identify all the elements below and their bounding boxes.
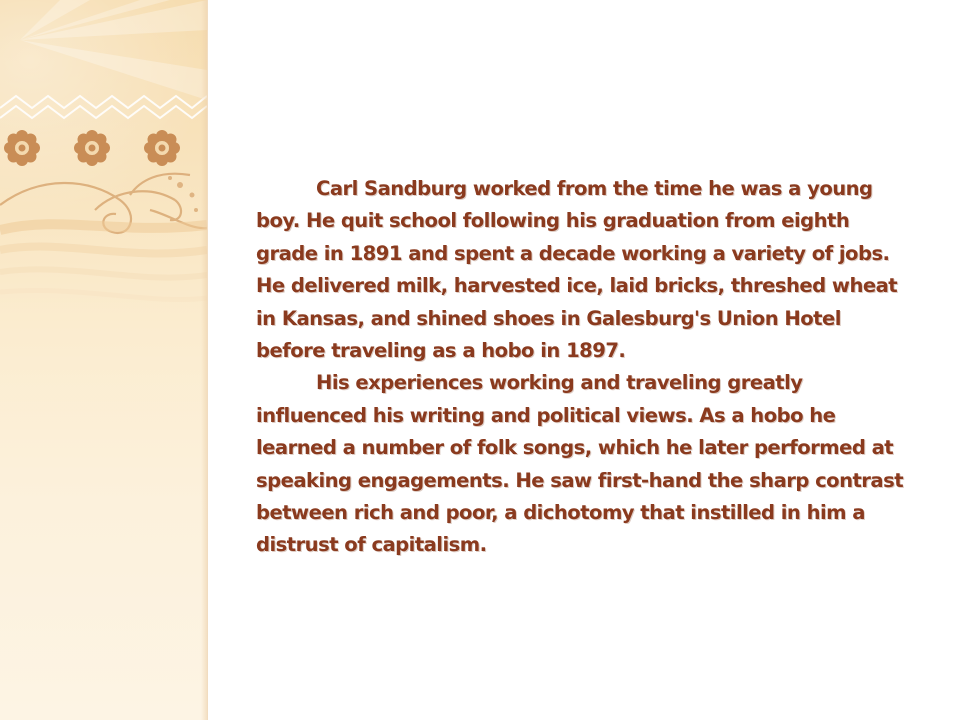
wave-bands — [0, 224, 207, 299]
slide-body-text — [256, 173, 916, 562]
leaf-dots — [168, 176, 198, 212]
paragraph: His experiences working and traveling greatly influenced his writing and political views. As a hobo he learned a number of folk songs, which he later performed at speaking engagements. He saw first-hand the sharp contrast between rich and poor, a dichotomy that instilled in him a distrust of capitalism. — [256, 371, 904, 557]
decorative-side-panel — [0, 0, 208, 720]
flower-icon — [74, 130, 110, 166]
panel-edge — [201, 0, 207, 720]
zigzag-border — [0, 96, 207, 118]
sunburst-rays — [20, 0, 207, 100]
paragraph: Carl Sandburg worked from the time he was a young boy. He quit school following his graduation from eighth grade in 1891 and spent a decade working a variety of jobs. He delivered milk, harvested ice, laid bricks, threshed wheat in Kansas, and shined shoes in Galesburg's Union Hotel before traveling as a hobo in 1897. — [256, 177, 898, 363]
flower-icon — [144, 130, 180, 166]
flower-icon — [4, 130, 40, 166]
floral-ornament — [0, 0, 207, 320]
